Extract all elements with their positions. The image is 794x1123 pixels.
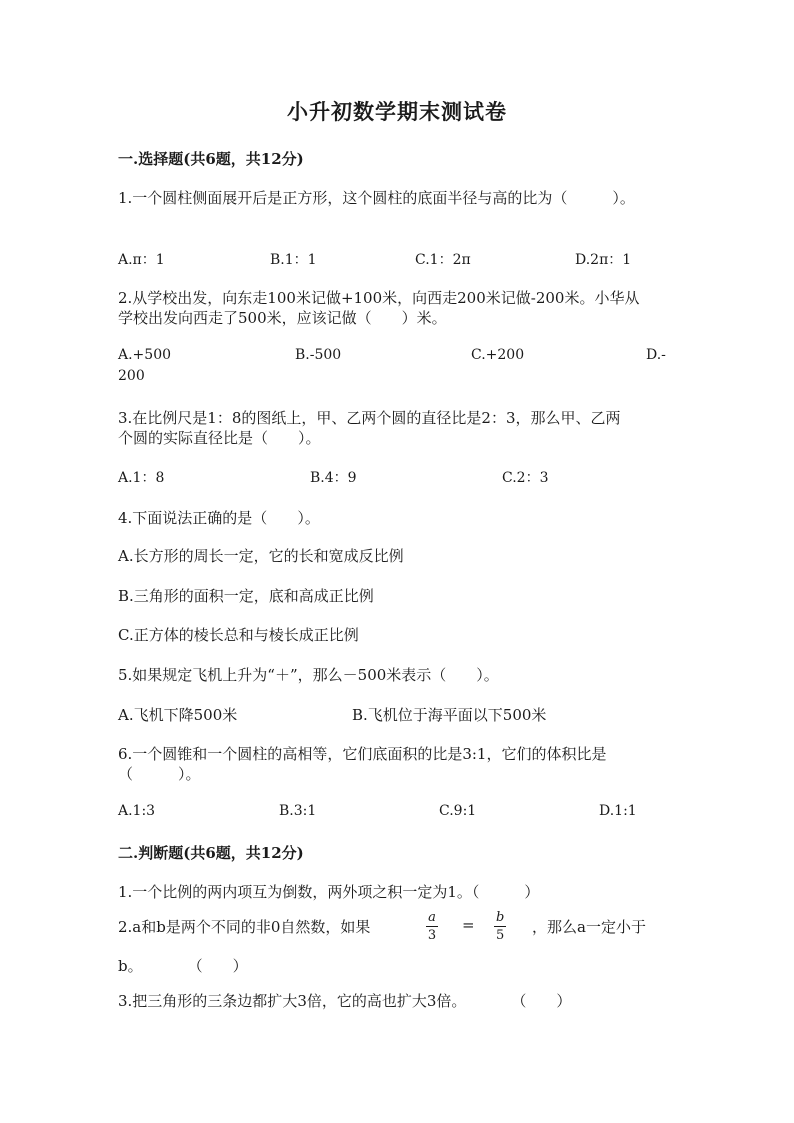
s1-q4-text: 4.下面说法正确的是（ ）。 xyxy=(118,509,320,527)
s1-q1-option-d: D.2π：1 xyxy=(575,252,632,268)
fraction-b-over-5 xyxy=(494,910,506,943)
s1-q2-line2: 学校出发向西走了500米，应该记做（ ）米。 xyxy=(118,309,447,327)
s1-q6-option-d: D.1:1 xyxy=(599,803,637,819)
s1-q2-option-d: D.- xyxy=(646,347,666,363)
s1-q6-option-a: A.1:3 xyxy=(118,803,156,819)
s1-q2-line1: 2.从学校出发，向东走100米记做+100米，向西走200米记做-200米。小华从 xyxy=(118,289,640,307)
s1-q3-option-b: B.4：9 xyxy=(310,470,357,486)
s1-q3-option-a: A.1：8 xyxy=(118,470,165,486)
fraction-2-numerator: b xyxy=(496,910,505,925)
section-2-heading: 二.判断题(共6题，共12分) xyxy=(118,844,304,862)
fraction-1-denominator: 3 xyxy=(427,928,437,943)
s2-q1-text: 1.一个比例的两内项互为倒数，两外项之积一定为1。（ ） xyxy=(118,883,540,901)
s1-q6-line2: （ ）。 xyxy=(118,765,201,783)
s1-q1-option-b: B.1：1 xyxy=(270,252,317,268)
s1-q1-text: 1.一个圆柱侧面展开后是正方形，这个圆柱的底面半径与高的比为（ ）。 xyxy=(118,189,635,207)
s1-q1-option-c: C.1：2π xyxy=(415,252,471,268)
s1-q2-option-a: A.+500 xyxy=(118,347,172,363)
fraction-a-over-3 xyxy=(426,910,438,943)
s2-q2-equals: = xyxy=(462,916,475,934)
fraction-2-bar xyxy=(494,926,506,927)
s1-q5-option-a: A.飞机下降500米 xyxy=(118,706,238,724)
s1-q6-line1: 6.一个圆锥和一个圆柱的高相等，它们底面积的比是3:1，它们的体积比是 xyxy=(118,745,607,763)
s1-q2-option-d-cont: 200 xyxy=(118,368,145,384)
fraction-2-denominator: 5 xyxy=(496,928,505,943)
s1-q4-option-b: B.三角形的面积一定，底和高成正比例 xyxy=(118,587,374,605)
page-title: 小升初数学期末测试卷 xyxy=(287,99,507,124)
s1-q2-option-b: B.-500 xyxy=(295,347,342,363)
s1-q6-option-b: B.3:1 xyxy=(279,803,317,819)
s1-q4-option-a: A.长方形的周长一定，它的长和宽成反比例 xyxy=(118,547,404,565)
s1-q2-option-c: C.+200 xyxy=(471,347,525,363)
s2-q3-text: 3.把三角形的三条边都扩大3倍，它的高也扩大3倍。 （ ） xyxy=(118,992,572,1010)
fraction-1-numerator: a xyxy=(428,910,436,925)
s1-q3-line2: 个圆的实际直径比是（ ）。 xyxy=(118,429,321,447)
s1-q3-option-c: C.2：3 xyxy=(502,470,549,486)
s1-q6-option-c: C.9:1 xyxy=(439,803,477,819)
s1-q5-option-b: B.飞机位于海平面以下500米 xyxy=(352,706,547,724)
s1-q4-option-c: C.正方体的棱长总和与棱长成正比例 xyxy=(118,626,359,644)
s1-q1-option-a: A.π：1 xyxy=(118,252,165,268)
section-1-heading: 一.选择题(共6题，共12分) xyxy=(118,150,304,168)
s2-q2-suffix: ，那么a一定小于 xyxy=(532,918,646,936)
s1-q3-line1: 3.在比例尺是1：8的图纸上，甲、乙两个圆的直径比是2：3，那么甲、乙两 xyxy=(118,409,621,427)
fraction-1-bar xyxy=(426,926,438,927)
s1-q5-text: 5.如果规定飞机上升为“＋”，那么－500米表示（ ）。 xyxy=(118,666,499,684)
s2-q2-prefix: 2.a和b是两个不同的非0自然数，如果 xyxy=(118,918,371,936)
s2-q2-line2: b。 （ ） xyxy=(118,957,248,975)
